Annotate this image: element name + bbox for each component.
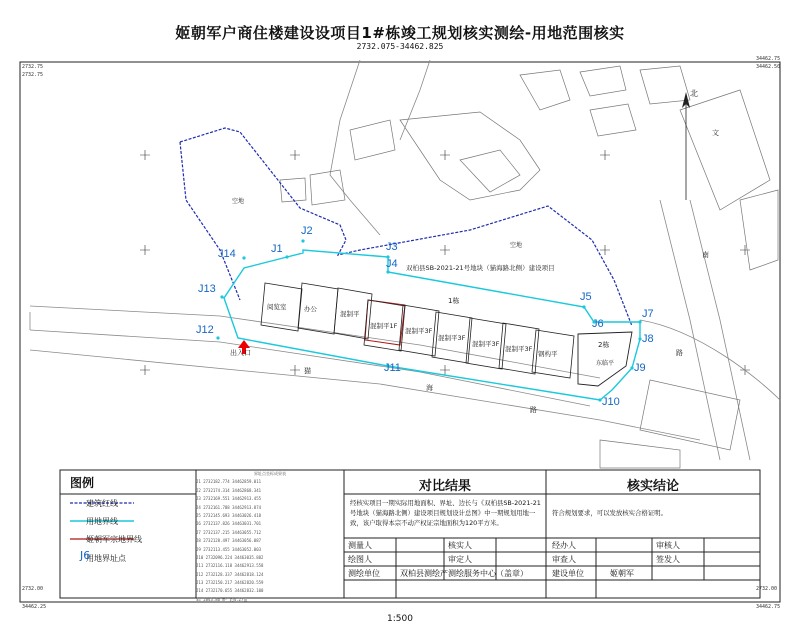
coordinate-row: J5 2732145.693 34463026.418 bbox=[196, 512, 262, 518]
boundary-point-label-j3: J3 bbox=[386, 241, 398, 253]
label-road-1: 猫 bbox=[304, 367, 311, 375]
boundary-point-j14 bbox=[242, 256, 245, 259]
boundary-point-label-j4: J4 bbox=[386, 258, 398, 270]
sig-builder-value: 姬朝军 bbox=[610, 569, 634, 578]
title-coordinate: 2732.075-34462.825 bbox=[356, 42, 444, 51]
sig-examiner: 审查人 bbox=[552, 555, 576, 564]
coordinate-row: J6 2732137.826 34463031.701 bbox=[196, 521, 262, 527]
boundary-point-j5 bbox=[582, 305, 585, 308]
building-unit-label-7: 混制平3F bbox=[472, 339, 500, 348]
coordinate-table bbox=[196, 470, 344, 602]
coordinate-row: J7 2732137.215 34463055.712 bbox=[196, 529, 262, 535]
coordinate-row: J14 2732170.655 34462832.100 bbox=[196, 588, 264, 594]
coordinate-table-header: 界址点坐标成果表 bbox=[254, 471, 286, 476]
sig-reviewer: 审核人 bbox=[656, 541, 680, 550]
boundary-point-j13 bbox=[220, 295, 223, 298]
corner-coord-br-b: 34462.75 bbox=[756, 604, 781, 610]
scale-label: 1:500 bbox=[387, 614, 413, 624]
coordinate-row: J13 2732150.217 34462820.559 bbox=[196, 580, 264, 586]
building-unit-label-5: 混制平3F bbox=[405, 326, 433, 335]
building-red-line bbox=[180, 128, 632, 326]
boundary-point-label-j8: J8 bbox=[642, 333, 654, 345]
boundary-point-label-j7: J7 bbox=[642, 308, 654, 320]
building-red-line-west bbox=[180, 142, 240, 300]
legend-item-boundary-point: 用地界址点 bbox=[86, 554, 126, 563]
coordinate-row: J3 2732169.551 34462913.455 bbox=[196, 496, 262, 502]
sig-unit-value: 双柏县测绘产测绘服务中心（盖章） bbox=[400, 569, 528, 578]
corner-coord-lmt: 2732.75 bbox=[22, 72, 44, 78]
boundary-point-j12 bbox=[216, 336, 219, 339]
sig-audit: 审定人 bbox=[448, 555, 472, 564]
label-road-2: 海 bbox=[426, 384, 433, 392]
building-unit-label-6: 混制平3F bbox=[438, 333, 466, 342]
coordinate-row: J4 2732161.788 34462913.874 bbox=[196, 504, 262, 510]
boundary-point-j1 bbox=[285, 255, 288, 258]
corner-coord-bl-b: 34462.25 bbox=[22, 604, 47, 610]
label-building-2: 2栋 bbox=[598, 341, 610, 349]
boundary-point-label-j13: J13 bbox=[198, 283, 216, 295]
legend-item-red-line: 建筑红线 bbox=[86, 499, 118, 508]
boundary-point-j7 bbox=[638, 320, 641, 323]
boundary-point-label-j5: J5 bbox=[580, 291, 592, 303]
legend-item-land-line: 用地界线 bbox=[86, 517, 118, 526]
boundary-point-label-j6: J6 bbox=[592, 318, 604, 330]
boundary-point-label-j10: J10 bbox=[602, 396, 620, 408]
label-north: 北 bbox=[690, 89, 698, 98]
coordinate-row: J8 2732128.497 34463056.087 bbox=[196, 538, 262, 544]
coordinate-row: J9 2732113.455 34463052.003 bbox=[196, 546, 262, 552]
compare-text: 经核实项目一期实际用地面积、界址、边长与《双柏县SB-2021-21号地块（猫海路北侧）建设项目规划设计总图》中一期规划用地一致，该户取得本宗不动产权证宗地面积为120平方米。 bbox=[350, 499, 541, 527]
building-unit-label-3: 混制平 bbox=[340, 309, 360, 318]
coordinate-row: J12 2732128.337 34462818.124 bbox=[196, 571, 264, 577]
coordinate-row: J2 2732174.314 34462868.341 bbox=[196, 487, 262, 493]
legend-item-parcel-line: 姬朝军宗地界线 bbox=[86, 535, 142, 544]
legend-title: 图例 bbox=[70, 476, 95, 490]
boundary-point-label-j2: J2 bbox=[301, 225, 313, 237]
coordinate-row: J11 2732116.118 34462913.558 bbox=[196, 563, 264, 569]
boundary-point-label-j9: J9 bbox=[634, 362, 646, 374]
sig-builder-label: 建设单位 bbox=[552, 569, 584, 578]
corner-coord-tl: 2732.75 bbox=[22, 64, 44, 70]
building-unit-label-9: 钢构平 bbox=[538, 350, 558, 358]
label-road-east: 路 bbox=[676, 349, 683, 357]
corner-coord-tr: 34462.75 bbox=[756, 56, 781, 62]
boundary-point-label-j12: J12 bbox=[196, 324, 214, 336]
building-unit-label-2: 办公 bbox=[304, 304, 317, 313]
label-north-side: 文 bbox=[712, 129, 719, 137]
label-project: 双柏县SB-2021-21号地块（猫海路北侧）建设项目 bbox=[406, 264, 555, 272]
coordinate-row: J10 2732096.224 34463035.882 bbox=[196, 554, 264, 560]
sig-issuer: 签发人 bbox=[656, 555, 680, 564]
boundary-point-label-j11: J11 bbox=[384, 362, 401, 374]
corner-coord-bl-a: 2732.00 bbox=[22, 586, 44, 592]
boundary-point-j2 bbox=[301, 239, 304, 242]
conclusion-title: 核实结论 bbox=[626, 479, 679, 494]
corner-coord-br-c: 34462.50 bbox=[756, 64, 781, 70]
corner-coord-br-a: 2732.00 bbox=[756, 586, 778, 592]
legend-point-symbol: J6 bbox=[80, 549, 91, 562]
label-entrance: 出入口 bbox=[230, 349, 251, 357]
label-building-2-sub: 东临平 bbox=[596, 360, 615, 367]
sig-survey: 测量人 bbox=[348, 541, 372, 550]
sig-unit-label: 测绘单位 bbox=[348, 569, 380, 578]
sig-check: 核实人 bbox=[448, 541, 472, 550]
building-unit-label-8: 混制平3F bbox=[505, 344, 533, 353]
boundary-point-j4 bbox=[386, 270, 389, 273]
label-empty-lot-left: 空地 bbox=[232, 198, 245, 205]
label-empty-lot-right: 空地 bbox=[510, 242, 523, 249]
page-title: 姬朝军户商住楼建设设项目1#栋竣工规划核实测绘-用地范围核实 bbox=[175, 24, 625, 42]
boundary-point-label-j1: J1 bbox=[271, 243, 283, 255]
roads bbox=[30, 60, 780, 460]
label-road-3: 路 bbox=[530, 406, 537, 414]
label-east-area: 南 bbox=[702, 251, 709, 259]
boundary-point-label-j14: J14 bbox=[218, 248, 236, 260]
building-unit-label-4: 混制平1F bbox=[370, 321, 398, 330]
coordinate-row: J1 2732182.774 34462859.011 bbox=[196, 479, 262, 485]
compare-title: 对比结果 bbox=[418, 479, 471, 494]
conclusion-text: 符合规划要求，可以发放核实合格证明。 bbox=[552, 509, 668, 517]
north-arrow-icon bbox=[682, 92, 690, 200]
coordinate-row: S= 2843.86 m² 约4.27亩 bbox=[196, 596, 248, 602]
label-building-1: 1栋 bbox=[448, 297, 460, 305]
building-unit-label-1: 阅览室 bbox=[267, 303, 287, 311]
sig-draw: 绘图人 bbox=[348, 555, 372, 564]
sig-operator: 经办人 bbox=[552, 541, 576, 550]
